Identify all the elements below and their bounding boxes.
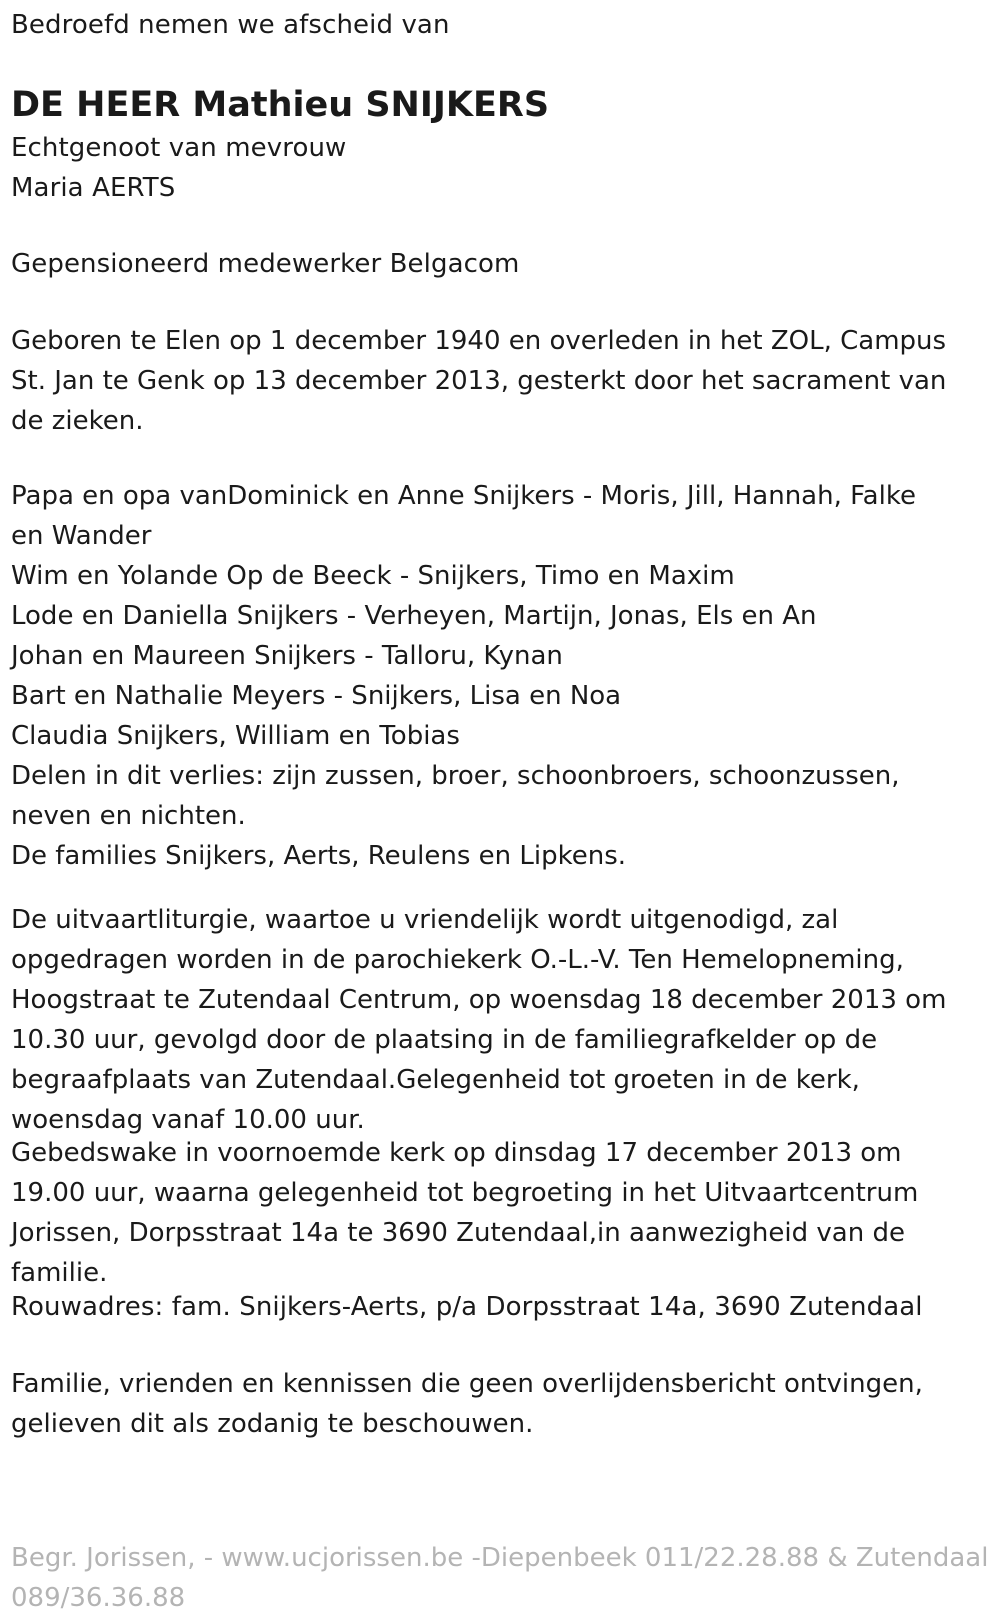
family-line: Papa en opa vanDominick en Anne Snijkers - Moris, Jill, Hannah, Falke en Wander bbox=[11, 481, 916, 551]
funeral-text: De uitvaartliturgie, waartoe u vriendelijk wordt uitgenodigd, zal opgedragen worden in de parochiekerk O.-L.-V. Ten Hemelopneming, Hoogstraat te Zutendaal Centrum, op woensdag 18 december 2013 om 10.30 uur, gevolgd door de plaatsing in de familiegrafkelder op de begraafplaats van Zutendaal.Gelegenheid tot groeten in de kerk, woensdag vanaf 10.00 uur. bbox=[11, 905, 947, 1135]
family-line: Delen in dit verlies: zijn zussen, broer, schoonbroers, schoonzussen, neven en nichten. bbox=[11, 761, 900, 831]
spouse-line-2: Maria AERTS bbox=[11, 173, 176, 203]
family-line: Wim en Yolande Op de Beeck - Snijkers, Timo en Maxim bbox=[11, 561, 735, 591]
family-line: Johan en Maureen Snijkers - Talloru, Kynan bbox=[11, 641, 563, 671]
birth-death-text: Geboren te Elen op 1 december 1940 en overleden in het ZOL, Campus St. Jan te Genk op 13 december 2013, gesterkt door het sacrament van de zieken. bbox=[11, 326, 947, 436]
funeral-home-footer: Begr. Jorissen, - www.ucjorissen.be -Diepenbeek 011/22.28.88 & Zutendaal 089/36.36.88 bbox=[11, 1543, 989, 1613]
spouse-info bbox=[11, 128, 996, 208]
intro-line: Bedroefd nemen we afscheid van bbox=[11, 10, 450, 40]
family-line: Bart en Nathalie Meyers - Snijkers, Lisa en Noa bbox=[11, 681, 622, 711]
family-line: Lode en Daniella Snijkers - Verheyen, Martijn, Jonas, Els en An bbox=[11, 601, 817, 631]
spouse-line-1: Echtgenoot van mevrouw bbox=[11, 133, 347, 163]
mourning-address: Rouwadres: fam. Snijkers-Aerts, p/a Dorpsstraat 14a, 3690 Zutendaal bbox=[11, 1292, 923, 1322]
occupation: Gepensioneerd medewerker Belgacom bbox=[11, 249, 520, 279]
family-line: Claudia Snijkers, William en Tobias bbox=[11, 721, 460, 751]
family-list bbox=[11, 476, 996, 876]
notice-text: Familie, vrienden en kennissen die geen overlijdensbericht ontvingen, gelieven dit als zodanig te beschouwen. bbox=[11, 1369, 923, 1439]
family-line: De families Snijkers, Aerts, Reulens en Lipkens. bbox=[11, 841, 627, 871]
vigil-text: Gebedswake in voornoemde kerk op dinsdag 17 december 2013 om 19.00 uur, waarna gelegenheid tot begroeting in het Uitvaartcentrum Jorissen, Dorpsstraat 14a te 3690 Zutendaal,in aanwezigheid van de familie. bbox=[11, 1138, 919, 1288]
deceased-name: DE HEER Mathieu SNIJKERS bbox=[11, 85, 550, 125]
